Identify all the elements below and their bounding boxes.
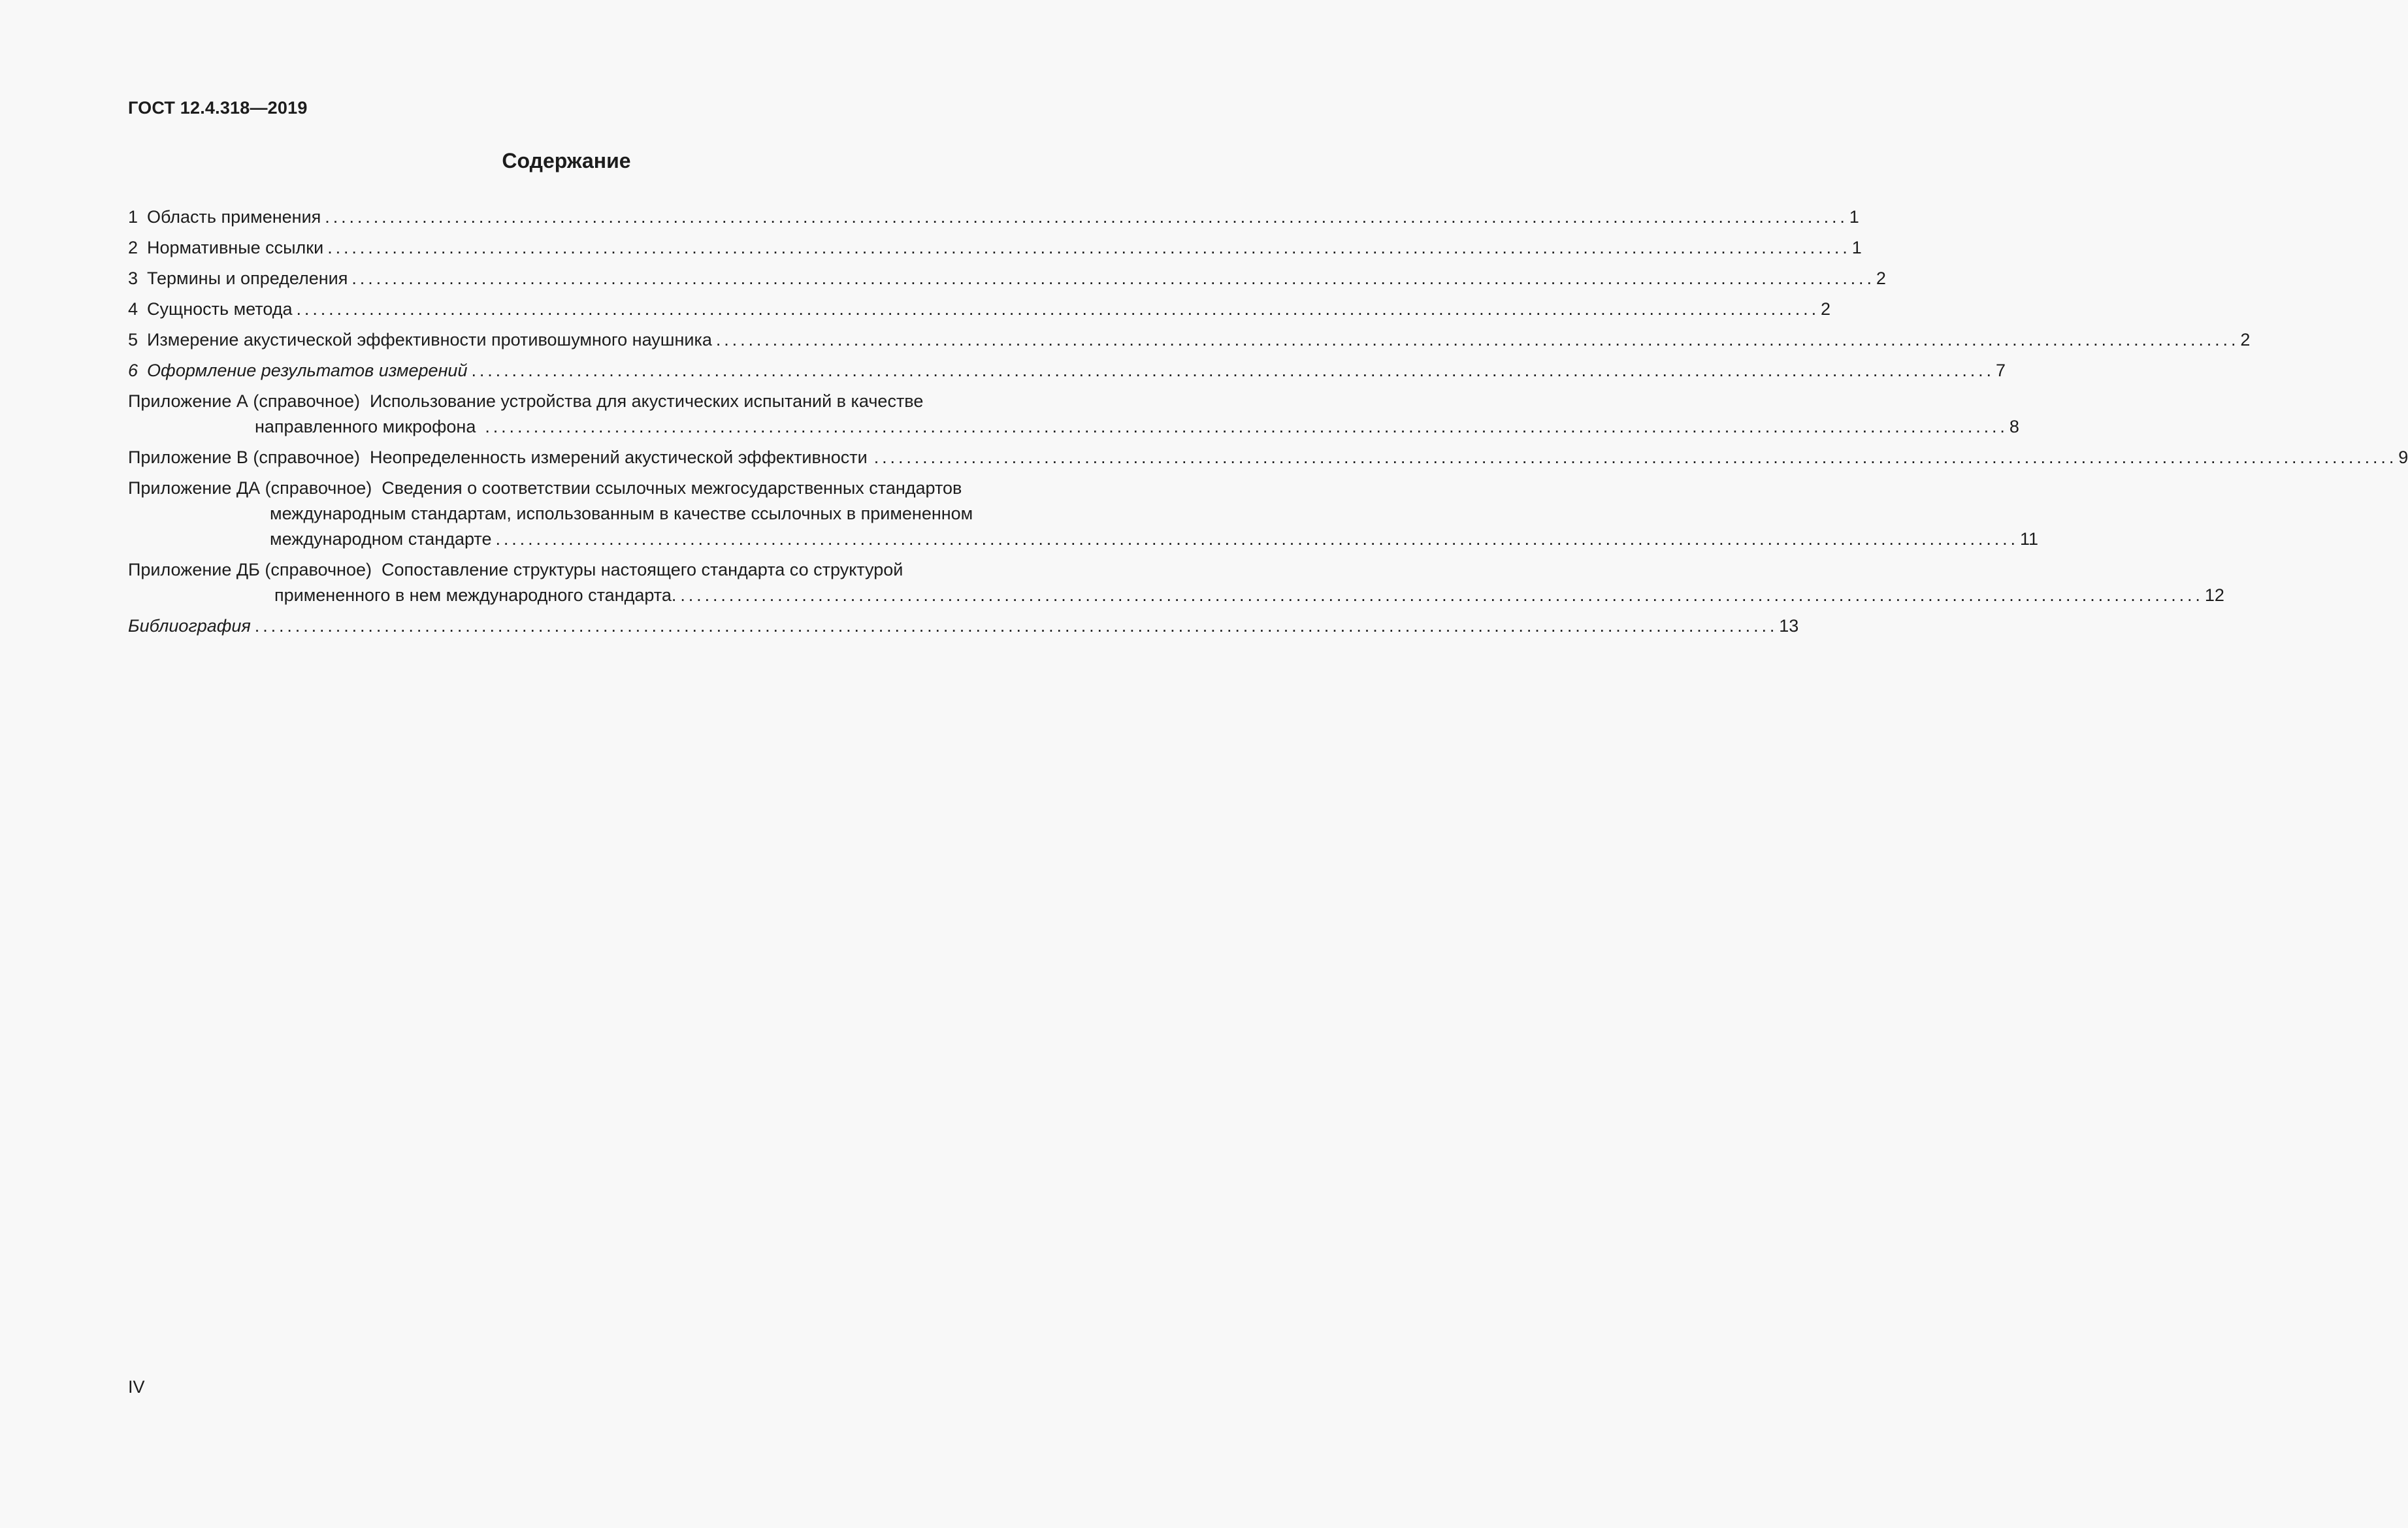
annex-title-line: примененного в нем международного стандарта. [274, 585, 677, 605]
annex-prefix: Приложение В (справочное) [128, 447, 360, 467]
page-number: IV [128, 1377, 145, 1397]
document-id: ГОСТ 12.4.318—2019 [128, 98, 308, 118]
dot-leader: ............................................................................................................................................................................................ [351, 268, 1875, 288]
toc-entry-title: Оформление результатов измерений [147, 361, 468, 380]
toc-entry-annex-da[interactable] [128, 476, 2038, 557]
annex-prefix: Приложение ДБ (справочное) [128, 560, 372, 579]
table-of-contents [128, 204, 2408, 644]
dot-leader: ............................................................................................................................................................................................ [873, 447, 2398, 467]
toc-entry-title: Область применения [147, 207, 321, 227]
dot-leader: ............................................................................................................................................................................................ [680, 585, 2204, 605]
annex-title-line: Сведения о соответствии ссылочных межгосударственных стандартов [382, 478, 962, 498]
dot-leader: ............................................................................................................................................................................................ [296, 299, 1819, 319]
toc-entry-5[interactable] [128, 327, 2251, 358]
annex-title-line: Сопоставление структуры настоящего стандарта со структурой [382, 560, 903, 579]
toc-title: Содержание [502, 149, 631, 172]
dot-leader: ............................................................................................................................................................................................ [485, 417, 2008, 436]
toc-entry-number: 2 [128, 238, 138, 257]
toc-entry-annex-db[interactable] [128, 557, 2224, 613]
annex-title-line: международном стандарте [270, 529, 492, 549]
toc-entry-page: 2 [1821, 299, 1831, 319]
toc-entry-title: Нормативные ссылки [147, 238, 324, 257]
annex-title-line: Неопределенность измерений акустической эффективности [370, 447, 868, 467]
toc-entry-6[interactable] [128, 358, 2006, 389]
toc-entry-2[interactable] [128, 235, 1862, 266]
toc-entry-title: Библиография [128, 616, 251, 636]
dot-leader: ............................................................................................................................................................................................ [471, 361, 1994, 380]
toc-entry-page: 2 [2240, 330, 2251, 349]
toc-entry-bibliography[interactable] [128, 613, 1799, 644]
toc-entry-number: 4 [128, 299, 138, 319]
toc-entry-4[interactable] [128, 297, 1831, 327]
annex-prefix: Приложение А (справочное) [128, 391, 360, 411]
toc-entry-1[interactable] [128, 204, 1859, 235]
toc-entry-title: Сущность метода [147, 299, 293, 319]
toc-entry-page: 8 [2009, 417, 2019, 436]
dot-leader: ............................................................................................................................................................................................ [327, 238, 1851, 257]
toc-entry-page: 9 [2398, 447, 2408, 467]
toc-entry-page: 7 [1995, 361, 2006, 380]
dot-leader: ............................................................................................................................................................................................ [325, 207, 1848, 227]
toc-entry-page: 2 [1876, 268, 1886, 288]
toc-entry-annex-b[interactable] [128, 445, 2408, 476]
toc-entry-page: 12 [2204, 585, 2224, 605]
dot-leader: ............................................................................................................................................................................................ [495, 529, 2019, 549]
toc-entry-number: 6 [128, 361, 138, 380]
dot-leader: ............................................................................................................................................................................................ [715, 330, 2239, 349]
toc-entry-number: 1 [128, 207, 138, 227]
toc-entry-title: Измерение акустической эффективности противошумного наушника [147, 330, 712, 349]
toc-entry-number: 3 [128, 268, 138, 288]
dot-leader: ............................................................................................................................................................................................ [254, 616, 1778, 636]
toc-entry-page: 13 [1779, 616, 1799, 636]
toc-entry-3[interactable] [128, 266, 1886, 297]
annex-title-line: Использование устройства для акустических испытаний в качестве [370, 391, 924, 411]
annex-prefix: Приложение ДА (справочное) [128, 478, 372, 498]
toc-entry-number: 5 [128, 330, 138, 349]
toc-entry-annex-a[interactable] [128, 389, 2019, 445]
toc-entry-page: 1 [1849, 207, 1859, 227]
toc-entry-title: Термины и определения [147, 268, 348, 288]
annex-title-line: международным стандартам, использованным в качестве ссылочных в примененном [270, 504, 973, 523]
toc-entry-page: 11 [2019, 529, 2038, 549]
annex-title-line: направленного микрофона [255, 417, 476, 436]
toc-entry-page: 1 [1851, 238, 1862, 257]
